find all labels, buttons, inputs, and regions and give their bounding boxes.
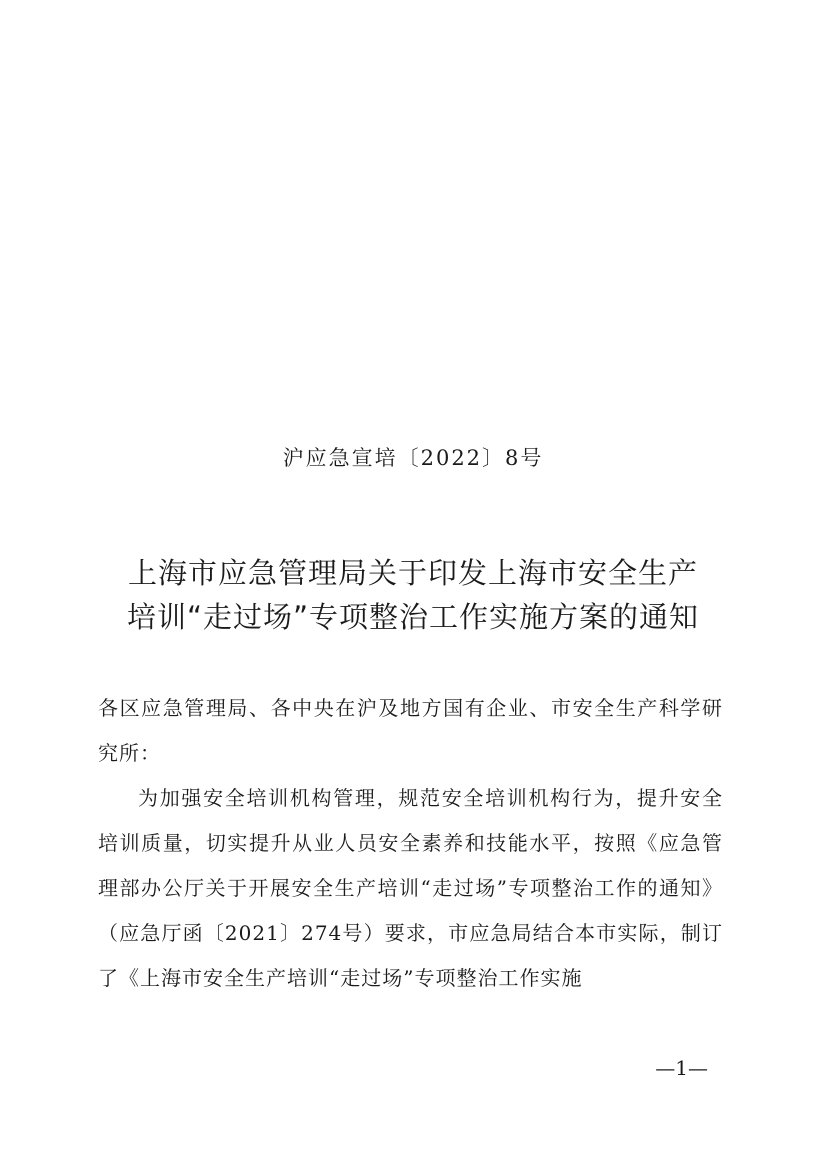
document-title [60, 551, 766, 639]
document-title-line-1: 上海市应急管理局关于印发上海市安全生产 [127, 556, 698, 590]
document-body [98, 686, 723, 1001]
document-title-line-2: 培训“走过场”专项整治工作实施方案的通知 [126, 600, 700, 634]
page-number: —1— [655, 1056, 708, 1080]
body-paragraph: 为加强安全培训机构管理，规范安全培训机构行为，提升安全培训质量，切实提升从业人员安全素养和技能水平，按照《应急管理部办公厅关于开展安全生产培训“走过场”专项整治工作的通知》（应急厅函〔2021〕274号）要求，市应急局结合本市实际，制订了《上海市安全生产培训“走过场”专项整治工作实施 [98, 786, 723, 990]
document-number: 沪应急宣培〔2022〕8号 [282, 446, 544, 470]
addressee: 各区应急管理局、各中央在沪及地方国有企业、市安全生产科学研究所： [98, 696, 723, 765]
